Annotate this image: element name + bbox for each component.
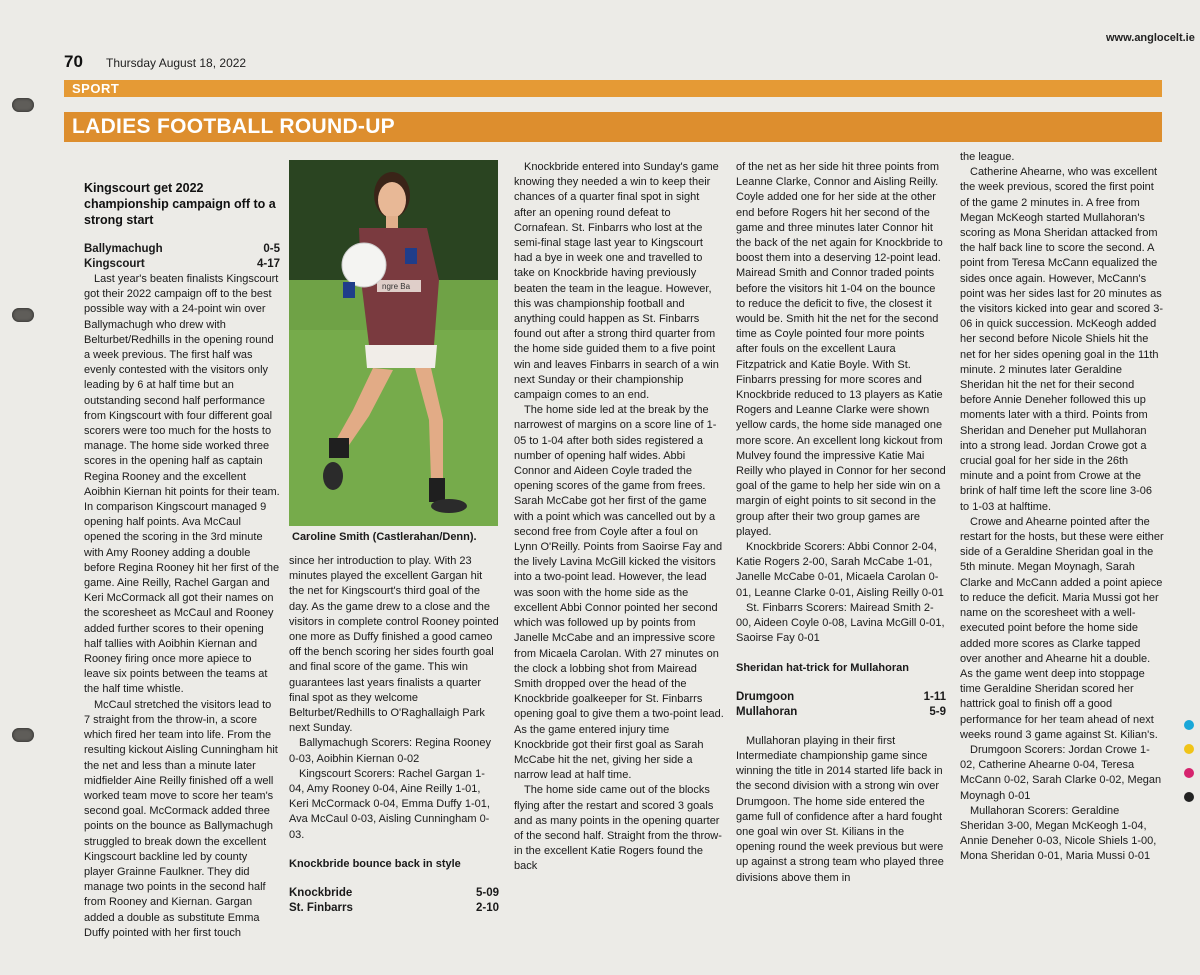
print-registration-mark <box>1184 792 1194 802</box>
paragraph: Crowe and Ahearne pointed after the restart for the hosts, but these were either side of a Geraldine Sheridan goal in the 5th minute. Megan Moynagh, Sarah Clarke and McCann added a point apiece to reduce the deficit. Maria Mussi got her name on the scoresheet with a well-executed point before the home side added more scores as Clarke tapped over another and Ahearne hit a double. As the game went deep into stoppage time Geraldine Sheridan scored her hattrick goal to finish off a good performance for her team ahead of next weeks round 3 game against St. Kilian's. <box>960 515 1164 741</box>
print-registration-mark <box>1184 744 1194 754</box>
page-number: 70 <box>64 52 83 71</box>
team-score: 2-10 <box>475 902 499 915</box>
paragraph: of the net as her side hit three points from Leanne Clarke, Connor and Aisling Reilly. Coyle added one for her side at the other end before Rogers hit her second of the game and three minutes later Connor hit the back of the net again for Knockbride to boost them into a deserving 12-point lead. Mairead Smith and Connor traded points before the visitors hit 1-04 on the bounce to reduce the deficit to five, the closest it would be. Smith hit the net for the second time as Coyle pointed four more points after fouls on the excellent Laura Fitzpatrick and Katie Boyle. With St. Finbarrs pressing for more scores and Knockbride reduced to 13 players as Katie Rogers and Leanne Clarke were shown yellow cards, the home side managed one more score. An excellent long kickout from Mulvey found the impressive Katie Mai Reilly who played in Connor for her second goal of the game to help her side win on a margin of eight points to sit second in the group after their two group games are played. <box>736 161 946 538</box>
issue-date: Thursday August 18, 2022 <box>106 56 247 70</box>
section-label: SPORT <box>72 81 120 96</box>
jersey-text: ngre Ba <box>382 282 411 291</box>
score-line <box>289 901 499 916</box>
paragraph: the league. <box>960 151 1015 163</box>
website: www.anglocelt.ie <box>1106 32 1195 44</box>
scorers: Kingscourt Scorers: Rachel Gargan 1-04, Amy Rooney 0-04, Aine Reilly 1-01, Keri McCormack 0-04, Emma Duffy 1-01, Ava McCaul 0-03, Aisling Cunningham 0-03. <box>289 767 490 841</box>
team-score: 4-17 <box>256 258 280 270</box>
team-name: Kingscourt <box>84 258 145 270</box>
team-name: St. Finbarrs <box>289 902 353 915</box>
paragraph: The home side led at the break by the narrowest of margins on a score line of 1-05 to 1-04 after both sides registered a number of opening half wides. Abbi Connor and Aideen Coyle traded the opening scores of the game from frees. Sarah McCabe got her first of the game with a point which was cancelled out by a second free from Coyle after a foul on Lynn O'Reilly. Points from Saoirse Fay and the lively Lavina McGill kicked the visitors into a two-point lead. However, the lead was soon with the home side as the excellent Abbi Connor pointed her second which was followed up by points from Janelle McCabe and an impressive score from Micaela Carolan. With 27 minutes on the clock a lobbing shot from Mairead Smith dropped over the head of the Knockbride goalkeeper for St. Finbarrs opening goal to give them a two-point lead. As the game entered injury time Knockbride got their first goal as Sarah McCabe hit the net, giving her side a narrow lead at half time. <box>514 404 724 782</box>
score-line <box>84 257 280 272</box>
scorers: Knockbride Scorers: Abbi Connor 2-04, Katie Rogers 2-00, Sarah McCabe 1-01, Janelle McCabe 0-01, Micaela Carolan 0-01, Leanne Clarke 0-01, Aisling Reilly 0-01 <box>736 541 944 599</box>
scorers: St. Finbarrs Scorers: Mairead Smith 2-00, Aideen Coyle 0-08, Lavina McGill 0-01, Saoirse Fay 0-01 <box>736 601 945 645</box>
score-line <box>289 886 499 901</box>
column-3 <box>514 160 724 972</box>
print-registration-mark <box>1184 720 1194 730</box>
headline: Knockbride bounce back in style <box>289 857 461 870</box>
team-name: Mullahoran <box>736 705 798 718</box>
punch-hole <box>12 728 34 742</box>
paragraph: Catherine Ahearne, who was excellent the week previous, scored the first point of the game 2 minutes in. A free from Megan McKeogh started Mullahoran's scoring as Mona Sheridan attacked from the half back line to score the second. A point from Teresa McCann equalized the sides once again. However, McCann's point was her sides last for 20 minutes as the visitors kicked into gear and scored 3-06 in quick succession. McKeogh added her second before Nicole Shiels hit the net for her sides opening goal in the 11th minute. 2 minutes later Geraldine Sheridan hit the net for their second before Annie Deneher followed this up moments later with a third. Points from Sheridan and Deneher put Mullahoran into a strong lead. Jordan Crowe got a crucial goal for her side in the 26th minute and a point from Crowe at the brink of half time left the score line 3-06 to 1-03 at halftime. <box>960 166 1163 513</box>
paragraph: since her introduction to play. With 23 minutes played the excellent Gargan hit the net for Kingscourt's third goal of the day. As the game drew to a close and the visitors in complete control Rooney pointed one more as Duffy finished a good cameo off the bench scoring her sides fourth goal and final score of the game. This win guarantees last years finalists a quarter final spot as they welcome Belturbet/Redhills to O'Raghallaigh Park next Sunday. <box>289 555 499 735</box>
page-title: LADIES FOOTBALL ROUND-UP <box>72 115 395 138</box>
team-name: Knockbride <box>289 887 353 900</box>
score-line <box>736 690 946 705</box>
team-name: Ballymachugh <box>84 243 163 255</box>
column-5 <box>960 150 1164 972</box>
punch-hole <box>12 98 34 112</box>
scorers: Ballymachugh Scorers: Regina Rooney 0-03, Aoibhin Kiernan 0-02 <box>289 737 491 765</box>
paragraph: Last year's beaten finalists Kingscourt got their 2022 campaign off to the best possible way with a 24-point win over Ballymachugh who drew with Belturbet/Redhills in the opening round a week previous. The first half was evenly contested with the visitors only leading by 6 at half time but an outstanding second half performance from Kingscourt with four different goal scorers were too much for the hosts to manage. The home side worked three scores in the opening half as captain Regina Rooney and the excellent Aoibhin Kiernan hit points for their team. In comparison Kingscourt managed 9 opening half points. Ava McCaul opened the scoring in the 3rd minute with Amy Rooney adding a double before Regina Rooney hit her first of the game. Aine Reilly, Rachel Gargan and Keri McCormack all got their names on the scoresheet as McCaul and Rooney added further scores to their opening half tallies with Aoibhin Kiernan and Rooney firing once more apiece to leave six points between the teams at the half time whistle. <box>84 273 280 696</box>
section-bar <box>64 80 1162 97</box>
score-line <box>84 242 280 257</box>
paragraph: McCaul stretched the visitors lead to 7 straight from the throw-in, a score which fired her team into life. From the resulting kickout Aisling Cunningham hit the net and less than a minute later midfielder Aine Reilly finished off a well worked team move to score her team's second goal. McCormack added three points on the bounce as Ballymachugh struggled to break down the excellent Kingscourt backline led by county player Grainne Faulkner. They did manage two points in the second half from Rooney and Kiernan. Gargan added a double as substitute Emma Duffy pointed with her first touch <box>84 698 278 939</box>
team-score: 0-5 <box>263 243 280 255</box>
title-bar <box>64 112 1162 142</box>
print-registration-mark <box>1184 768 1194 778</box>
team-score: 5-9 <box>929 705 946 718</box>
punch-hole <box>12 308 34 322</box>
headline: Sheridan hat-trick for Mullahoran <box>736 661 909 674</box>
column-1 <box>84 180 280 972</box>
paragraph: Knockbride entered into Sunday's game knowing they needed a win to keep their chances of a quarter final spot in sight after an opening round defeat to Cornafean. St. Finbarrs who lost at the semi-final stage last year to Kingscourt had a bye in week one and travelled to take on Knockbride having previously beaten the team in the league. However, this was championship football and anything could happen as St. Finbarrs found out after a strong third quarter from the home side guided them to a five point win and leaves Finbarrs in search of a win next Sunday or their championship campaign comes to an end. <box>514 161 719 402</box>
team-score: 1-11 <box>923 690 946 703</box>
scorers: Mullahoran Scorers: Geraldine Sheridan 3-00, Megan McKeogh 1-04, Annie Deneher 0-03, Nicole Shiels 1-00, Mona Sheridan 0-01, Maria Mussi 0-01 <box>960 804 1157 863</box>
team-name: Drumgoon <box>736 690 795 703</box>
paragraph: Mullahoran playing in their first Intermediate championship game since winning the title in 2014 started life back in the second division with a strong win over Drumgoon. The home side entered the game full of confidence after a hard fought one goal win over St. Kilians in the opening round the week previous but were up against a strong team who played three divisions above them in <box>736 734 944 884</box>
scorers: Drumgoon Scorers: Jordan Crowe 1-02, Catherine Ahearne 0-04, Teresa McCann 0-02, Sarah Clarke 0-02, Megan Moynagh 0-01 <box>960 743 1162 802</box>
team-score: 5-09 <box>475 887 499 900</box>
photo-caption: Caroline Smith (Castlerahan/Denn). <box>292 531 477 543</box>
player-photo <box>289 160 498 526</box>
score-line <box>736 705 946 720</box>
headline: Kingscourt get 2022 championship campaign off to a strong start <box>84 181 276 227</box>
column-4 <box>736 160 946 972</box>
player-photo-illustration <box>289 160 498 526</box>
column-2 <box>289 554 499 972</box>
paragraph: The home side came out of the blocks flying after the restart and scored 3 goals and as many points in the opening quarter of the second half. Straight from the throw-in the excellent Katie Rogers found the back <box>514 784 722 873</box>
